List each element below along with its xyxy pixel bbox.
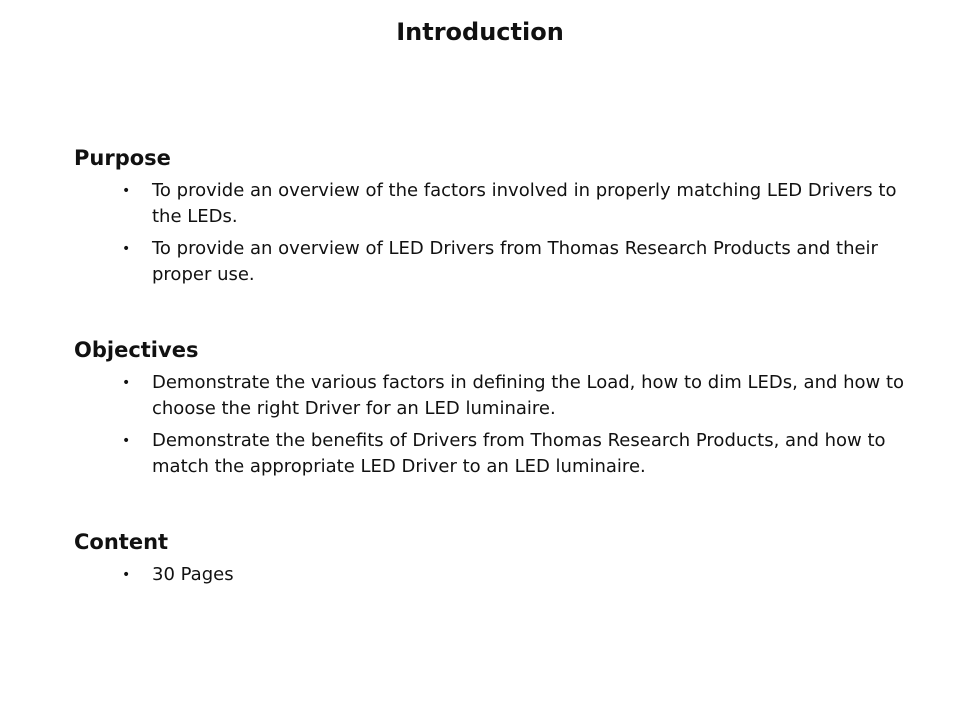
list-item-text: To provide an overview of the factors involved in properly matching LED Drivers to the LEDs. [152, 180, 897, 227]
bullet-list-purpose [74, 178, 914, 288]
list-item [74, 370, 914, 422]
bullet-icon: • [122, 567, 131, 583]
bullet-list-objectives [74, 370, 914, 480]
list-item [74, 562, 914, 588]
list-item [74, 178, 914, 230]
list-item-text: Demonstrate the various factors in defining the Load, how to dim LEDs, and how to choose the right Driver for an LED luminaire. [152, 372, 905, 419]
list-item [74, 236, 914, 288]
bullet-icon: • [122, 183, 131, 199]
section-purpose [74, 144, 914, 294]
list-item-text: To provide an overview of LED Drivers from Thomas Research Products and their proper use. [152, 238, 878, 285]
section-objectives [74, 336, 914, 486]
section-content [74, 528, 914, 594]
section-heading-objectives: Objectives [74, 338, 199, 362]
list-item [74, 428, 914, 480]
bullet-icon: • [122, 375, 131, 391]
list-item-text: 30 Pages [152, 564, 234, 585]
bullet-icon: • [122, 433, 131, 449]
list-item-text: Demonstrate the benefits of Drivers from Thomas Research Products, and how to match the appropriate LED Driver to an LED luminaire. [152, 430, 886, 477]
slide-title: Introduction [396, 18, 564, 46]
bullet-icon: • [122, 241, 131, 257]
bullet-list-content [74, 562, 914, 588]
section-heading-purpose: Purpose [74, 146, 171, 170]
section-heading-content: Content [74, 530, 169, 554]
